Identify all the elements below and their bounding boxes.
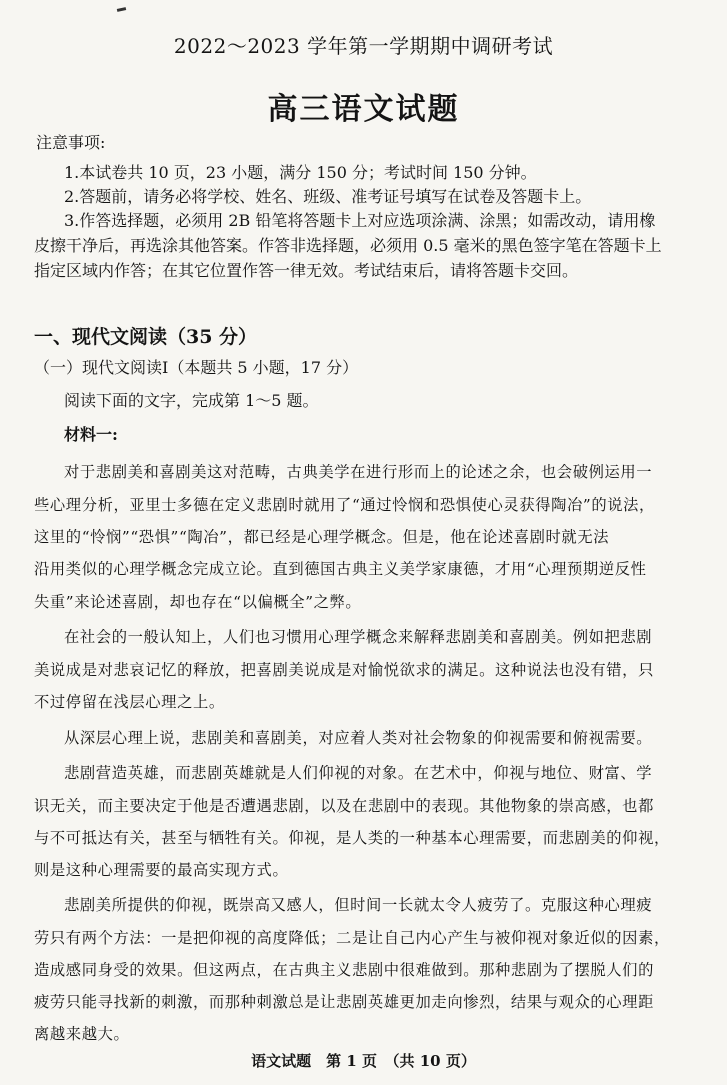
notice-heading: 注意事项: bbox=[36, 133, 106, 152]
paragraph-line: 不过停留在浅层心理之上。 bbox=[34, 693, 225, 711]
paragraph-line: 美说成是对悲哀记忆的释放，把喜剧美说成是对愉悦欲求的满足。这种说法也没有错，只 bbox=[34, 661, 654, 679]
notice-item: 皮擦干净后，再选涂其他答案。作答非选择题，必须用 0.5 毫米的黑色签字笔在答题卡上 bbox=[34, 236, 662, 255]
reading-instruction: 阅读下面的文字，完成第 1～5 题。 bbox=[64, 391, 319, 410]
paragraph-line: 识无关，而主要决定于他是否遭遇悲剧，以及在悲剧中的表现。其他物象的崇高感，也都 bbox=[34, 797, 654, 815]
paragraph-line: 悲剧营造英雄，而悲剧英雄就是人们仰视的对象。在艺术中，仰视与地位、财富、学 bbox=[64, 764, 653, 782]
page-footer: 语文试题 第 1 页 （共 10 页） bbox=[251, 1052, 476, 1070]
paragraph-line: 失重”来论述喜剧，却也存在“以偏概全”之弊。 bbox=[34, 593, 362, 611]
paragraph-line: 造成感同身受的效果。但这两点，在古典主义悲剧中很难做到。那种悲剧为了摆脱人们的 bbox=[34, 961, 654, 979]
paragraph-line: 在社会的一般认知上，人们也习惯用心理学概念来解释悲剧美和喜剧美。例如把悲剧 bbox=[64, 628, 653, 646]
paragraph-line: 对于悲剧美和喜剧美这对范畴，古典美学在进行形而上的论述之余，也会破例运用一 bbox=[64, 463, 653, 481]
exam-title: 2022～2023 学年第一学期期中调研考试 bbox=[173, 34, 554, 58]
notice-item: 2.答题前，请务必将学校、姓名、班级、准考证号填写在试卷及答题卡上。 bbox=[64, 187, 592, 206]
paragraph-line: 疲劳只能寻找新的刺激，而那种刺激总是让悲剧英雄更加走向惨烈，结果与观众的心理距 bbox=[34, 993, 654, 1011]
paragraph-line: 这里的“怜悯”“恐惧”“陶冶”，都已经是心理学概念。但是，他在论述喜剧时就无法 bbox=[34, 528, 610, 546]
notice-item: 3.作答选择题，必须用 2B 铅笔将答题卡上对应选项涂满、涂黑；如需改动，请用橡 bbox=[64, 211, 656, 230]
section-title: 一、现代文阅读（35 分） bbox=[34, 326, 258, 348]
paragraph-line: 沿用类似的心理学概念完成立论。直到德国古典主义美学家康德，才用“心理预期逆反性 bbox=[34, 560, 647, 578]
ink-mark bbox=[117, 7, 126, 12]
subsection-title: （一）现代文阅读Ⅰ（本题共 5 小题，17 分） bbox=[34, 358, 359, 377]
paragraph-line: 悲剧美所提供的仰视，既崇高又感人，但时间一长就太令人疲劳了。克服这种心理疲 bbox=[64, 896, 653, 914]
paragraph-line: 劳只有两个方法：一是把仰视的高度降低；二是让自己内心产生与被仰视对象近似的因素， bbox=[34, 929, 670, 947]
paper-title: 高三语文试题 bbox=[267, 92, 460, 127]
paragraph-line: 离越来越大。 bbox=[34, 1025, 130, 1043]
paragraph-line: 与不可抵达有关，甚至与牺牲有关。仰视，是人类的一种基本心理需要，而悲剧美的仰视， bbox=[34, 829, 670, 847]
notice-item: 1.本试卷共 10 页，23 小题，满分 150 分；考试时间 150 分钟。 bbox=[64, 163, 537, 182]
paragraph-line: 些心理分析，亚里士多德在定义悲剧时就用了“通过怜悯和恐惧使心灵获得陶冶”的说法， bbox=[34, 496, 655, 514]
paragraph-line: 则是这种心理需要的最高实现方式。 bbox=[34, 861, 289, 879]
notice-item: 指定区域内作答；在其它位置作答一律无效。考试结束后，请将答题卡交回。 bbox=[34, 261, 579, 280]
paragraph-line: 从深层心理上说，悲剧美和喜剧美，对应着人类对社会物象的仰视需要和俯视需要。 bbox=[64, 729, 653, 747]
material-label: 材料一: bbox=[64, 425, 118, 444]
